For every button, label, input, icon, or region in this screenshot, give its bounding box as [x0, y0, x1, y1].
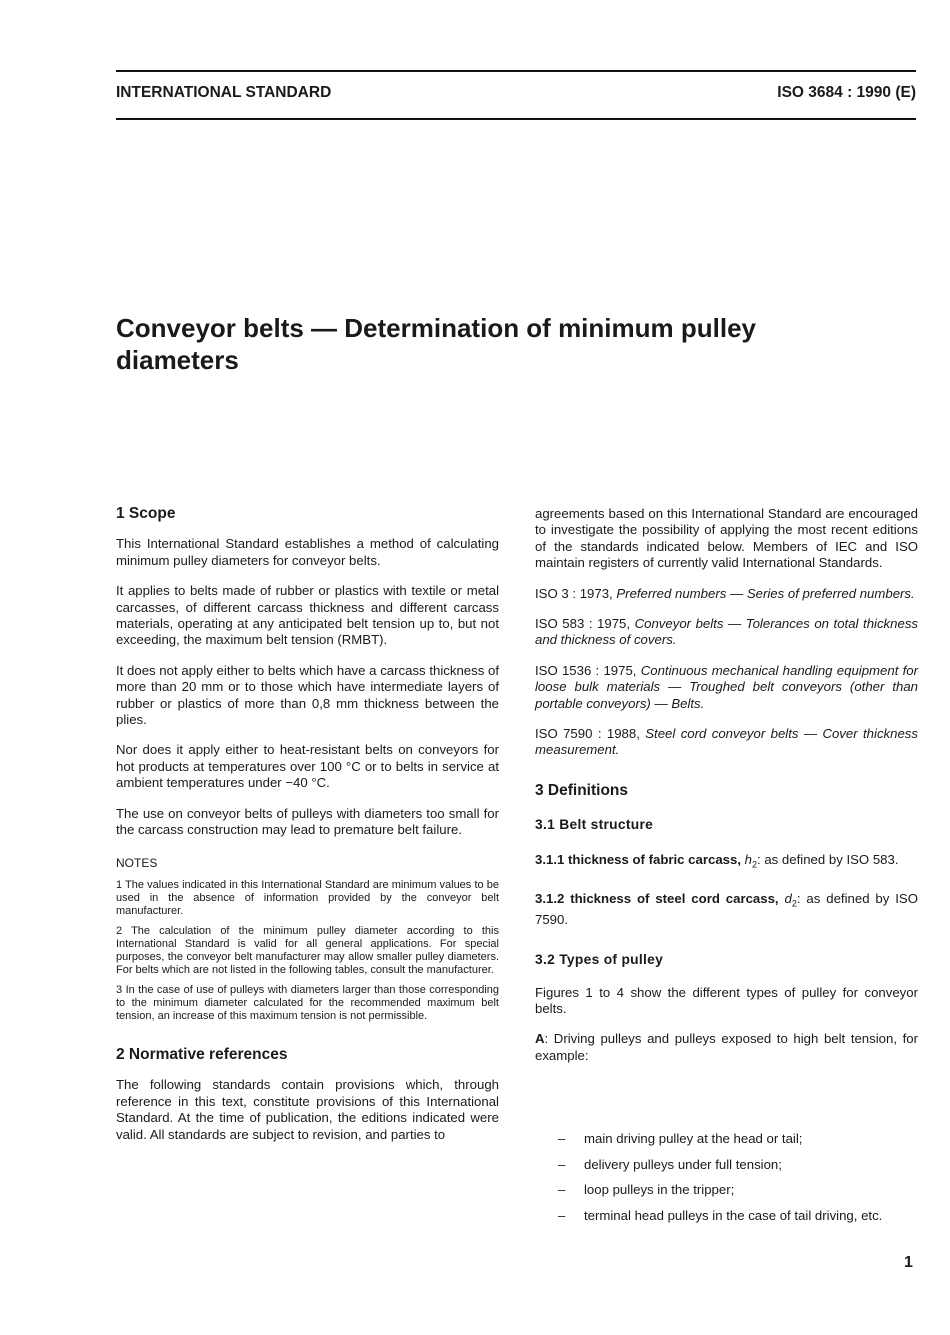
list-item — [558, 1182, 734, 1197]
note-2: 2 The calculation of the minimum pulley diameter according to this International Standard is valid for all general applications. For special purposes, the conveyor belt manufacturer may allow smaller pulley diameters. For belts which are not listed in the following tables, consult the manufacturer. — [116, 925, 499, 976]
normative-paragraph-continued: agreements based on this International Standard are encouraged to investigate the possibility of applying the most recent editions of the standards indicated below. Members of IEC and ISO maintain registers of currently valid International Standards. — [535, 506, 918, 571]
title-line-2: diameters — [116, 345, 239, 375]
reference-iso-1536 — [535, 663, 918, 712]
list-item — [558, 1131, 802, 1146]
list-item-text: loop pulleys in the tripper; — [584, 1182, 735, 1197]
page-title — [116, 312, 916, 376]
definition-text: : as defined by ISO 7590. — [535, 890, 918, 927]
section-1-heading: 1 Scope — [116, 505, 176, 522]
title-line-1: Conveyor belts — Determination of minimum pulley — [116, 313, 756, 343]
pulley-type-a-text: : Driving pulleys and pulleys exposed to high belt tension, for example: — [535, 1031, 918, 1063]
reference-title: Steel cord conveyor belts — Cover thickness measurement. — [535, 726, 918, 758]
scope-paragraph-2: It applies to belts made of rubber or plastics with textile or metal carcasses, of different carcass thickness and different carcass materials, operating at any anticipated belt tension up to, but not exceeding, the maximum belt tension (RMBT). — [116, 583, 499, 648]
reference-code: ISO 7590 : 1988, — [535, 726, 646, 742]
definition-subscript: 2 — [752, 859, 758, 870]
subsection-3-1-heading: 3.1 Belt structure — [535, 817, 654, 833]
left-column — [116, 506, 499, 1143]
scope-paragraph-5: The use on conveyor belts of pulleys with diameters too small for the carcass construction may lead to premature belt failure. — [116, 805, 499, 838]
reference-iso-7590 — [535, 726, 918, 759]
reference-code: ISO 3 : 1973, — [535, 585, 617, 601]
definition-symbol: h — [744, 851, 752, 867]
reference-iso-3 — [535, 586, 918, 602]
list-item — [558, 1157, 782, 1172]
reference-iso-583 — [535, 616, 918, 649]
note-3: 3 In the case of use of pulleys with diameters larger than those corresponding to the minimum diameter calculated for the recommended maximum belt tension, an increase of this maximum tension is not permissible. — [116, 984, 499, 1023]
section-2-heading: 2 Normative references — [116, 1045, 288, 1063]
dash-marker: – — [558, 1157, 566, 1172]
reference-title: Continuous mechanical handling equipment for loose bulk materials — Troughed belt conveyors (other than portable conveyors) — Belts. — [535, 662, 918, 711]
note-1: 1 The values indicated in this International Standard are minimum values to be used in the absence of information provided by the conveyor belt manufacturer. — [116, 878, 499, 917]
reference-title: Conveyor belts — Tolerances on total thickness and thickness of covers. — [535, 616, 919, 648]
scope-paragraph-3: It does not apply either to belts which have a carcass thickness of more than 20 mm or to those which have intermediate layers of rubber or plastics of more than 0,8 mm thickness between the plies. — [116, 662, 499, 728]
pulley-type-a — [535, 1031, 918, 1064]
definition-3-1-1 — [535, 852, 918, 873]
right-column — [535, 506, 918, 1064]
definition-3-1-2 — [535, 891, 918, 928]
list-item-text: main driving pulley at the head or tail; — [584, 1131, 803, 1146]
definition-term: 3.1.1 thickness of fabric carcass, — [535, 851, 745, 867]
dash-marker: – — [558, 1182, 566, 1197]
header-right: ISO 3684 : 1990 (E) — [777, 84, 916, 101]
notes-label: NOTES — [116, 855, 158, 870]
header-rule — [116, 118, 916, 120]
list-item-text: delivery pulleys under full tension; — [584, 1157, 782, 1172]
top-rule — [116, 70, 916, 72]
definition-subscript: 2 — [791, 898, 797, 909]
reference-title: Preferred numbers — Series of preferred numbers. — [616, 585, 915, 601]
subsection-3-2-heading: 3.2 Types of pulley — [535, 952, 664, 968]
section-3-heading: 3 Definitions — [535, 781, 629, 799]
page-number: 1 — [904, 1254, 913, 1271]
list-item — [558, 1208, 882, 1223]
dash-marker: – — [558, 1131, 566, 1146]
dash-marker: – — [558, 1208, 566, 1223]
definition-symbol: d — [784, 890, 792, 906]
header-left: INTERNATIONAL STANDARD — [116, 84, 332, 101]
definition-text: : as defined by ISO 583. — [757, 851, 899, 867]
definition-term: 3.1.2 thickness of steel cord carcass, — [535, 890, 785, 906]
pulley-types-paragraph: Figures 1 to 4 show the different types of pulley for conveyor belts. — [535, 984, 918, 1016]
scope-paragraph-1: This International Standard establishes a method of calculating minimum pulley diameters for conveyor belts. — [116, 536, 499, 568]
list-item-text: terminal head pulleys in the case of tail driving, etc. — [584, 1208, 883, 1223]
reference-code: ISO 1536 : 1975, — [535, 662, 641, 678]
pulley-type-a-label: A — [535, 1031, 545, 1047]
reference-code: ISO 583 : 1975, — [535, 616, 635, 632]
scope-paragraph-4: Nor does it apply either to heat-resistant belts on conveyors for hot products at temperatures over 100 °C or to belts in service at ambient temperatures under −40 °C. — [116, 742, 499, 791]
normative-paragraph: The following standards contain provisions which, through reference in this text, constitute provisions of this International Standard. At the time of publication, the editions indicated were valid. All standards are subject to revision, and parties to — [116, 1077, 499, 1142]
